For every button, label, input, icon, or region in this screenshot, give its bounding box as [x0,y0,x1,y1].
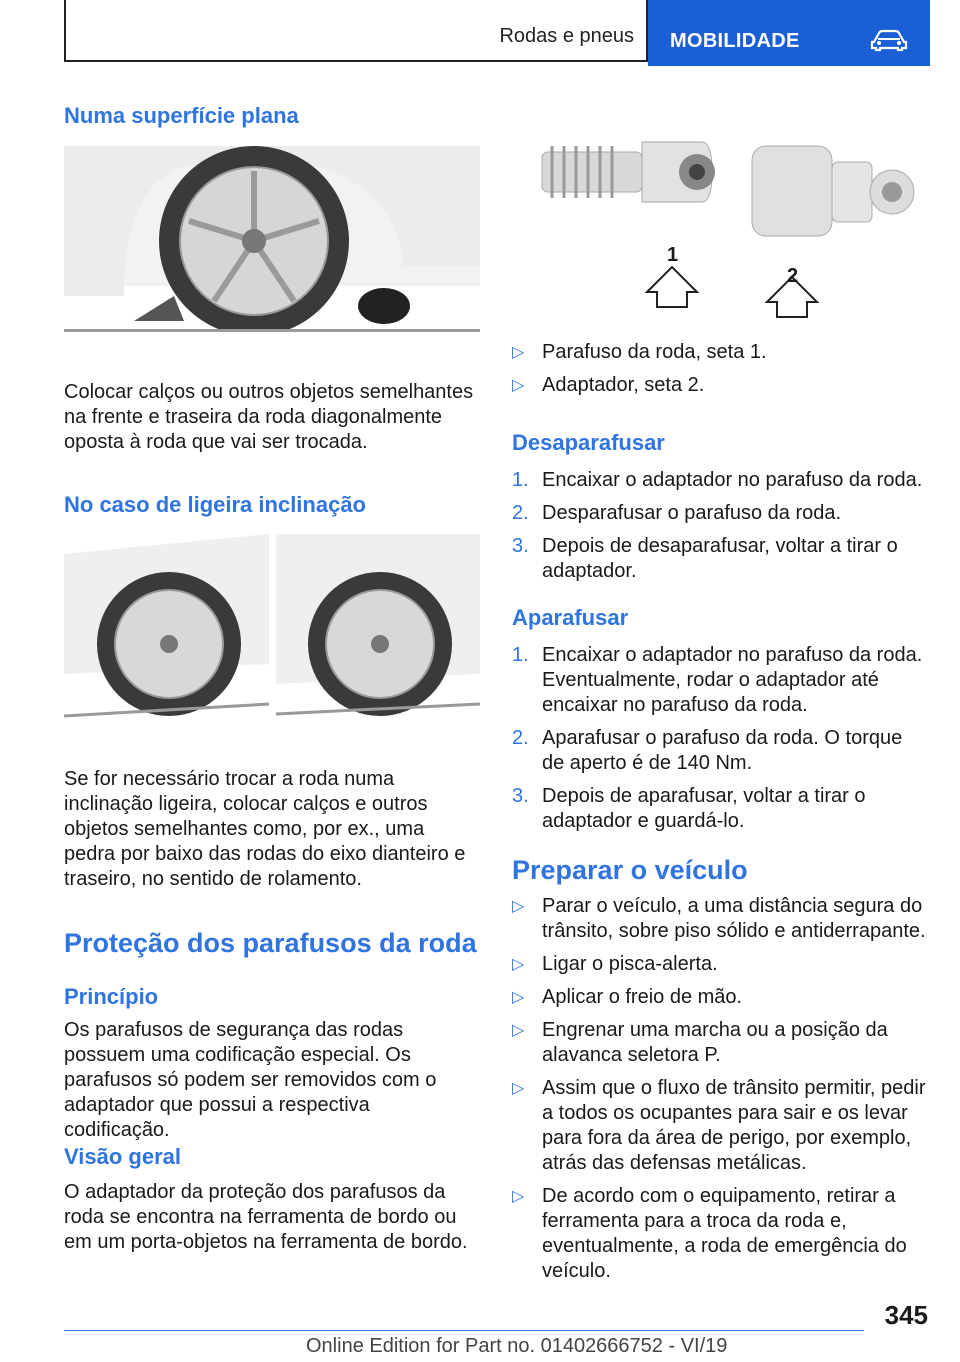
figure-flat-surface [64,146,480,332]
steps-unscrew [512,468,928,584]
footer-rule [64,1330,864,1331]
step-number: 1. [512,469,529,491]
list-item-text: Aparafusar o parafuso da roda. O torque de aperto é de 140 Nm. [542,727,903,774]
list-item-text: De acordo com o equipamento, retirar a ferramenta para a troca da roda e, eventualmente, a roda de emergência do veículo. [542,1185,907,1282]
list-item [512,952,928,977]
list-item-text: Desparafusar o parafuso da roda. [542,502,842,524]
list-item [512,894,928,944]
bullet-triangle-icon: ▷ [512,1080,525,1097]
step-number: 2. [512,727,529,749]
step-number: 1. [512,644,529,666]
list-item-text: Adaptador, seta 2. [542,374,705,396]
list-item [512,373,928,398]
figure-slight-incline [64,534,480,720]
bullet-triangle-icon: ▷ [512,344,525,361]
list-item-text: Depois de desaparafusar, voltar a tirar o adaptador. [542,535,898,582]
paragraph-principle: Os parafusos de segurança das rodas possuem uma codificação especial. Os parafusos só podem ser removidos com o adaptador que possui a respectiva codificação. [64,1019,437,1141]
heading-prepare-vehicle: Preparar o veículo [512,855,748,885]
list-item-text: Encaixar o adaptador no parafuso da roda. Eventualmente, rodar o adaptador até encaixar no parafuso da roda. [542,644,923,716]
bullet-list-prepare [512,894,928,1284]
bullet-triangle-icon: ▷ [512,956,525,973]
figure-label-1: 1 [667,244,679,266]
step-number: 2. [512,502,529,524]
figure-label-2: 2 [787,265,799,287]
list-item [512,1184,928,1284]
page-header [64,0,930,66]
steps-screw [512,643,928,834]
paragraph-flat-surface: Colocar calços ou outros objetos semelhantes na frente e traseira da roda diagonalmente oposta à roda que vai ser trocada. [64,381,474,453]
heading-flat-surface: Numa superfície plana [64,103,299,128]
list-item [512,1076,928,1176]
list-item-text: Depois de aparafusar, voltar a tirar o adaptador e guardá-lo. [542,785,866,832]
bullet-triangle-icon: ▷ [512,898,525,915]
list-item-text: Aplicar o freio de mão. [542,986,743,1008]
paragraph-overview: O adaptador da proteção dos parafusos da roda se encontra na ferramenta de bordo ou em um porta-objetos na ferramenta de bordo. [64,1181,468,1253]
chapter-title: Rodas e pneus [499,25,634,47]
bullet-list-parts [512,340,928,398]
heading-unscrew: Desaparafusar [512,430,665,455]
list-item-text: Encaixar o adaptador no parafuso da roda. [542,469,923,491]
bullet-triangle-icon: ▷ [512,377,525,394]
figure-bolt-adapter [512,132,928,332]
list-item-text: Parafuso da roda, seta 1. [542,341,767,363]
list-item [512,501,928,526]
list-item [512,1018,928,1068]
heading-screw: Aparafusar [512,605,629,630]
list-item [512,468,928,493]
bullet-triangle-icon: ▷ [512,989,525,1006]
list-item-text: Parar o veículo, a uma distância segura do trânsito, sobre piso sólido e antiderrapante. [542,895,926,942]
step-number: 3. [512,535,529,557]
bullet-triangle-icon: ▷ [512,1188,525,1205]
list-item [512,985,928,1010]
list-item [512,534,928,584]
list-item-text: Ligar o pisca-alerta. [542,953,718,975]
section-tab [648,0,930,66]
section-tab-label: MOBILIDADE [670,30,800,52]
list-item [512,784,928,834]
list-item [512,726,928,776]
list-item [512,340,928,365]
heading-slight-incline: No caso de ligeira inclinação [64,492,366,517]
paragraph-slight-incline: Se for necessário trocar a roda numa inclinação ligeira, colocar calços e outros objetos semelhantes como, por ex., uma pedra por baixo das rodas do eixo dianteiro e traseiro, no sentido de rolamento. [64,768,466,890]
page-number: 345 [884,1300,928,1330]
step-number: 3. [512,785,529,807]
footer-edition: Online Edition for Part no. 01402666752 - VI/19 [306,1335,728,1357]
bullet-triangle-icon: ▷ [512,1022,525,1039]
heading-wheel-bolt-lock: Proteção dos parafusos da roda [64,928,477,958]
list-item-text: Engrenar uma marcha ou a posição da alavanca seletora P. [542,1019,888,1066]
heading-principle: Princípio [64,984,159,1009]
header-box [64,0,648,62]
heading-overview: Visão geral [64,1144,181,1169]
list-item [512,643,928,718]
list-item-text: Assim que o fluxo de trânsito permitir, pedir a todos os ocupantes para sair e os levar para fora da área de perigo, por exemplo, atrás das defensas metálicas. [542,1077,926,1174]
car-icon [870,28,908,57]
